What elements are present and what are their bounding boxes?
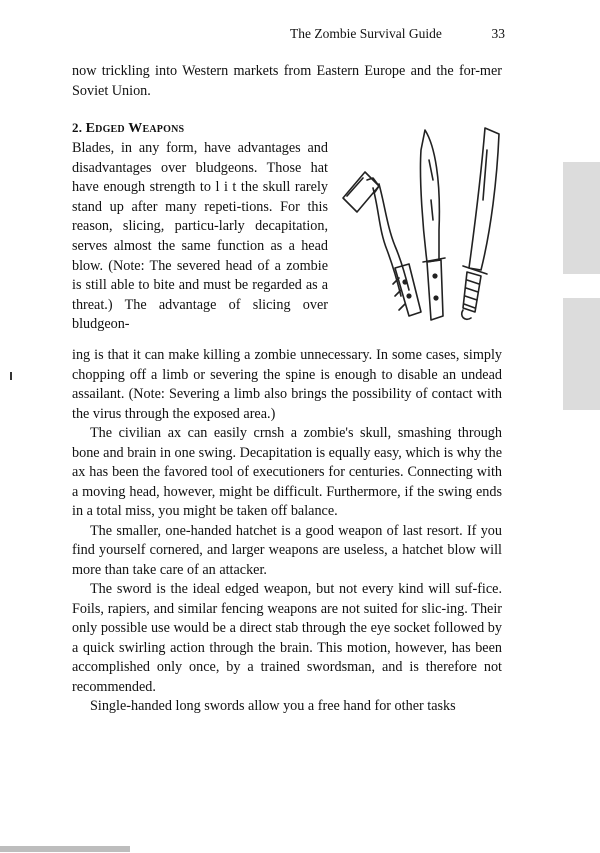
- running-head: [290, 26, 505, 42]
- scan-edge-shadow-top: [563, 162, 600, 274]
- scan-edge-shadow-bottom: [563, 298, 600, 410]
- running-head-title: The Zombie Survival Guide: [290, 26, 442, 41]
- intro-paragraph: now trickling into Western markets from Eastern Europe and the for-mer Soviet Union.: [72, 63, 502, 99]
- paragraph-hatchet: The smaller, one-handed hatchet is a good weapon of last resort. If you find yourself cornered, and larger weapons are useless, a hatchet blow will more than take care of an attacker.: [72, 522, 502, 578]
- body-text: [72, 424, 502, 717]
- scan-mark: [10, 372, 12, 380]
- intro-text: [72, 62, 502, 101]
- section-title: Edged Weapons: [85, 121, 185, 136]
- wrapped-text-column: [72, 139, 328, 335]
- paragraph-sword: The sword is the ideal edged weapon, but not every kind will suf-fice. Foils, rapiers, and similar fencing weapons are not suited for slic-ing. Their only possible use would be a direct stab through the eye socket followed by a quick swirling action through the brain. This motion, however, has been accomplished only once, by a trained swordsman, and is therefore not recommended.: [72, 581, 502, 695]
- hatchet-icon: [343, 172, 421, 316]
- paragraph-ax: The civilian ax can easily crnsh a zombie's skull, smashing through bone and brain in one swing. Decapitation is equally easy, which is why the ax has been the favored tool of executioners for centuries. Connecting with a moving head, however, might be difficult. Furthermore, if the swing ends in a total miss, you might be taken off balance.: [72, 425, 502, 519]
- section-number: 2.: [72, 120, 83, 135]
- scan-bottom-edge: [0, 846, 130, 852]
- edged-weapons-illustration: [335, 120, 505, 330]
- page-number: 33: [491, 26, 505, 41]
- wrap-paragraph: Blades, in any form, have advantages and disadvantages over bludgeons. Those hat have enough strength to l i t the skull rarely stand up after many repeti-tions. For this reason, slicing, particu-larly decapitation, serves almost the same function as a head blow. (Note: The severed head of a zombie is still able to bite and must be regarded as a threat.) The advantage of slicing over bludgeon-: [72, 140, 328, 333]
- paragraph-long-swords: Single-handed long swords allow you a free hand for other tasks: [90, 698, 456, 714]
- continued-paragraph: ing is that it can make killing a zombie unnecessary. In some cases, simply chopping off a limb or severing the spine is enough to disable an undead assailant. (Note: Severing a limb also brings the possibility of contact with the virus through the exposed area.): [72, 347, 502, 422]
- section-heading: [72, 120, 184, 137]
- continued-text: [72, 346, 502, 424]
- long-blade-icon: [462, 128, 499, 319]
- machete-icon: [420, 130, 445, 320]
